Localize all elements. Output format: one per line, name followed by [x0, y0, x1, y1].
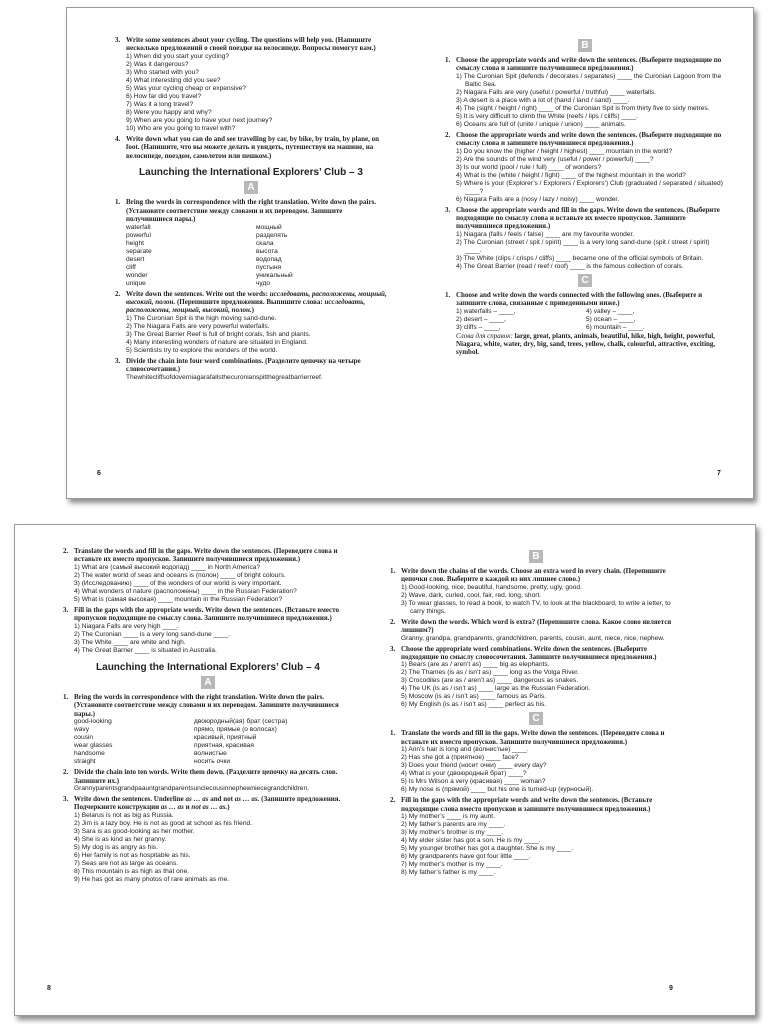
task-block: [115, 135, 387, 160]
instruction-text: и: [183, 803, 192, 812]
russian-translation: высота: [256, 247, 278, 255]
list-item: 1) Niagara Falls are very high ____.: [74, 622, 179, 630]
list-item: 3) Is our world (pool / rule / full) ____ of wonders?: [456, 163, 602, 171]
list-item: 4) The Great Barrier ____ is situated in Australia.: [74, 646, 217, 654]
page-number-8: 8: [47, 985, 51, 992]
task-block: [63, 795, 353, 884]
list-item: 10) Who are you going to travel with?: [126, 124, 236, 132]
list-item: 3) My mother’s brother is my ____.: [401, 829, 503, 837]
english-word: good-looking: [74, 718, 112, 726]
list-item: 2) Jim is a lazy boy. He is not as good at school as his friend.: [74, 819, 252, 827]
list-item: 1) Belarus is not as big as Russia.: [74, 811, 174, 819]
russian-translation: скала: [256, 239, 274, 247]
section-badge: B: [529, 550, 543, 563]
list-item: 3) Sara is as good-looking as her mother.: [74, 827, 195, 835]
list-item: 4) The Great Barrier (read / reef / roof) ____ is the famous collection of corals.: [456, 262, 684, 270]
task-instruction: [115, 36, 387, 53]
instruction-text: ): [251, 306, 254, 315]
instruction-text: Write some sentences about your cycling. The questions will help you. (Напишите несколько предложений о своей поездке на велосипеде. Вопросы помогут вам.): [126, 36, 376, 53]
page-number-6: 6: [97, 470, 101, 477]
list-item: 4) My elder sister has got a son. He is my ____.: [401, 837, 541, 845]
section-badge: B: [578, 39, 592, 52]
instruction-text: Choose the appropriate words and fill in the gaps. Write down the sentences. (Выберите подходящие по смыслу слова и вставьте их вместо пропусков. Запишите получившиеся предложения.): [456, 205, 720, 231]
section-badge: C: [578, 274, 592, 287]
list-item: 2) Was it dangerous?: [126, 60, 189, 68]
list-item: 4) She is as kind as her granny.: [74, 835, 167, 843]
sentence-list: [115, 53, 387, 133]
task-number: 1.: [63, 693, 69, 702]
english-word: wonder: [126, 271, 148, 279]
list-item: 1) What are (самый высокий водопад) ____ in North America?: [74, 563, 261, 571]
list-item: 6) My nose is (прямой) ____ but his one is turned-up (курносый).: [401, 786, 594, 794]
task-instruction: [115, 290, 387, 315]
list-item: 1) When did you start your cycling?: [126, 52, 229, 60]
word-pairs: [115, 224, 387, 288]
task-block: [63, 693, 353, 766]
english-word: waterfall: [126, 223, 151, 231]
list-item: 1) The Curonian Spit (defends / decorates / separates) ____ the Curonian Lagoon from the Baltic Sea.: [456, 72, 722, 88]
sentence-list: [63, 564, 353, 604]
task-number: 1.: [445, 56, 451, 64]
word-chain: Thewhitecliffsofdoverniagarafallsthecuronianspitthegreatbarrierreef.: [126, 373, 323, 381]
task-number: 2.: [445, 130, 451, 139]
list-item: 4) What interesting did you see?: [126, 76, 221, 84]
list-item: 2) My father’s parents are my ____.: [401, 821, 506, 829]
list-item: 4) The (sight / height / right) ____ of the Curonian Spit is from thirty five to sixty metres.: [456, 104, 710, 112]
task-instruction: [63, 795, 353, 812]
list-item: 9) He has got as many photos of rare animals as me.: [74, 875, 230, 883]
task-instruction: [390, 729, 682, 746]
task-number: 1.: [115, 198, 121, 207]
list-item: 6) Oceans are full of (unite / unique / union) ____ animals.: [456, 120, 626, 128]
instruction-italic: not as … as.: [191, 803, 228, 812]
task-block: [445, 131, 725, 204]
task-instruction: [445, 291, 725, 308]
list-item: 3) Does your friend (носит очки) ____ every day?: [401, 762, 547, 770]
instruction-text: Bring the words in correspondence with the right translation. Write down the pairs. (Установите соответствие между словами и их переводом. Запишите получившиеся пары.): [74, 693, 339, 718]
list-item: 3) To wear glasses, to read a book, to watch TV, to look at the blackboard, to write a letter, to carry things.: [401, 599, 671, 615]
book-spread-pages-6-7: [66, 7, 754, 499]
list-item: 4) What is your (двоюродный брат) ____?: [401, 770, 527, 778]
list-item: 3) Who started with you?: [126, 68, 199, 76]
instruction-text: Choose and write down the words connected with the following ones. (Выберите и запишите слова, связанные с приведенными ниже.): [456, 290, 703, 308]
task-number: 3.: [115, 356, 121, 365]
list-item: 4) What is the (white / height / fight) ____ of the highest mountain in the world?: [456, 171, 686, 179]
list-item: 8) This mountain is as high as that one.: [74, 867, 189, 875]
list-item: 4) What wonders of nature (расположены) ____ in the Russian Federation?: [74, 587, 297, 595]
task-instruction: [63, 547, 353, 564]
task-block: [115, 198, 387, 287]
instruction-text: (Перепишите предложения. Выпишите слова:: [175, 298, 325, 307]
task-number: 2.: [63, 768, 69, 777]
instruction-text: (Запишите предложения. Подчеркните конструкции: [74, 795, 341, 812]
instruction-text: and not: [208, 795, 235, 804]
russian-translation: прямо, прямые (о волосах): [194, 726, 277, 734]
page-number-7: 7: [717, 470, 721, 477]
instruction-text: Divide the chain into ten words. Write them down. (Разделите цепочку на десять слов. Запишите их.): [74, 768, 338, 785]
list-item: 5) Moscow (is as / isn’t as) ____ famous as Paris.: [401, 693, 547, 701]
russian-translation: мощный: [256, 223, 282, 231]
task-number: 3.: [63, 795, 69, 804]
instruction-text: Fill in the gaps with the appropriate words and write down the sentences. (Вставьте подходящие слова вместо пропусков и запишите получившиеся предложения.): [401, 796, 653, 813]
page-8-column: [63, 547, 353, 886]
reference-label: Слова для справок:: [456, 331, 513, 340]
instruction-text: Write down what you can do and see travelling by car, by bike, by train, by plane, on foot. (Напишите, что вы можете делать и увидеть, путешествуя на машине, на велосипеде, поездом, самолетом или пешком.): [126, 134, 380, 160]
list-item: 7) Seas are not as large as oceans.: [74, 859, 179, 867]
section-title: Launching the International Explorers’ Club – 3: [139, 167, 363, 179]
english-word: wear glasses: [74, 742, 113, 750]
list-item: 9) When are you going to have your next journey?: [126, 116, 273, 124]
list-item: 3) The White ____ are white and high.: [74, 638, 186, 646]
russian-translation: уникальный: [256, 271, 293, 279]
task-number: 2.: [63, 547, 69, 555]
grid-item: 5) ocean – ____,: [586, 315, 636, 323]
task-instruction: [445, 206, 725, 231]
english-word: powerful: [126, 231, 151, 239]
word-chain: Grannyparentsgrandpaauntgrandparentsunclecousinnephewniecegrandchildren.: [74, 785, 309, 793]
task-number: 2.: [115, 289, 121, 298]
list-item: 8) Were you happy and why?: [126, 108, 212, 116]
sentence-list: [445, 73, 725, 129]
english-word: height: [126, 239, 144, 247]
list-item: 2) The water world of seas and oceans is (полон) ____ of bright colours.: [74, 571, 286, 579]
instruction-text: Divide the chain into four word combinations. (Разделите цепочку на четыре словосочетания.): [126, 356, 361, 374]
task-block: [115, 357, 387, 382]
section-badge: A: [244, 181, 258, 194]
grid-item: 4) valley – ____,: [586, 307, 635, 315]
list-item: 5) It is very difficult to climb the White (reefs / lips / cliffs) ____.: [456, 112, 638, 120]
task-number: 2.: [390, 617, 396, 626]
task-instruction: [390, 796, 682, 813]
task-block: [390, 567, 682, 616]
task-instruction: [63, 606, 353, 623]
instruction-italic: as … as: [160, 803, 184, 812]
instruction-text: Translate the words and fill in the gaps. Write down the sentences. (Переведите слова и вставьте их вместо пропусков. Запишите получившиеся предложения.): [401, 729, 665, 746]
task-block: [63, 768, 353, 793]
russian-translation: разделять: [256, 231, 288, 239]
task-block: [115, 290, 387, 355]
list-item: 3) The Great Barrier Reef is full of bright corals, fish and plants.: [126, 330, 311, 338]
sentence-list: [390, 746, 682, 794]
list-item: 5) My dog is as angry as his.: [74, 843, 158, 851]
list-item: 4) Many interesting wonders of nature are situated in England.: [126, 338, 308, 346]
list-item: 2) The Curonian ____ is a very long sand-dune ____.: [74, 630, 231, 638]
english-word: separate: [126, 247, 152, 255]
task-number: 3.: [63, 605, 69, 614]
russian-translation: носить очки: [194, 758, 231, 766]
russian-translation: двоюродный(ая) брат (сестра): [194, 718, 288, 726]
list-item: 3) Crocodiles (are as / aren’t as) ____ dangerous as snakes.: [401, 677, 579, 685]
task-instruction: [63, 693, 353, 718]
instruction-italic: as … as: [185, 795, 209, 804]
task-block: [63, 606, 353, 655]
sentence-list: [390, 661, 682, 709]
english-word: unique: [126, 279, 146, 287]
sentence-list: [115, 315, 387, 355]
grid-item: 1) waterfalls – ____,: [456, 307, 516, 315]
task-number: 3.: [445, 205, 451, 214]
list-item: 5) My younger brother has got a daughter. She is my ____.: [401, 845, 574, 853]
english-word: cousin: [74, 734, 94, 742]
list-item: 8) My father’s father is my ____.: [401, 869, 496, 877]
list-item: 7) My mother’s mother is my ____.: [401, 861, 503, 869]
instruction-text: ): [227, 803, 230, 812]
task-number: 3.: [115, 36, 121, 44]
instruction-text: Write down the chains of the words. Choose an extra word in every chain. (Перепишите цепочки слов. Выберите в каждой из них лишнее слово.): [401, 567, 666, 584]
task-instruction: [63, 768, 353, 785]
english-word: desert: [126, 255, 145, 263]
task-block: [445, 206, 725, 271]
list-item: 3) The White (clips / crisps / cliffs) ____ became one of the official symbols of Britain.: [456, 254, 704, 262]
task-instruction: [445, 56, 725, 73]
grid-item: 3) cliffs – ____,: [456, 323, 501, 331]
english-word: handsome: [74, 750, 105, 758]
list-item: 7) Was it a long travel?: [126, 100, 194, 108]
instruction-text: Bring the words in correspondence with the right translation. Write down the pairs. (Установите соответствие между словами и их переводом. Запишите получившиеся пары.): [126, 198, 377, 224]
word-list: Granny, grandpa, grandparents, grandchildren, parents, cousin, aunt, niece, nice, nephew.: [401, 634, 665, 642]
task-instruction: [115, 135, 387, 160]
task-instruction: [445, 131, 725, 148]
instruction-italic: исследовать, расположены, мощный, высокий, полон.: [126, 298, 366, 315]
word-grid: [445, 308, 725, 332]
sentence-list: [445, 148, 725, 204]
russian-translation: приятная, красивая: [194, 742, 254, 750]
instruction-text: Choose the appropriate word combinations. Write down the sentences. (Выберите подходящие по смыслу словосочетания. Запишите получившиеся предложения.): [401, 644, 657, 662]
task-block: [63, 547, 353, 604]
list-item: 1) Do you know the (higher / height / highest) ____ mountain in the world?: [456, 147, 673, 155]
task-instruction: [390, 567, 682, 584]
russian-translation: чудо: [256, 279, 271, 287]
task-number: 1.: [390, 567, 396, 575]
russian-translation: красивый, приятный: [194, 734, 257, 742]
sentence-list: [390, 584, 682, 616]
list-item: 1) Bears (are as / aren’t as) ____ big as elephants.: [401, 661, 550, 669]
page-6-column: [115, 36, 387, 384]
sentence-list: [63, 812, 353, 884]
task-block: [390, 618, 682, 643]
task-block: [445, 56, 725, 129]
instruction-text: Choose the appropriate words and write down the sentences. (Выберите подходящие по смыслу слова и запишите получившиеся предложения.): [456, 130, 722, 148]
sentence-list: [63, 623, 353, 655]
list-item: 5) Is Mrs Wilson a very (красивая) ____ woman?: [401, 778, 546, 786]
list-item: 1) Niagara (falls / feels / false) ____ are my favourite wonder.: [456, 230, 635, 238]
list-item: 5) Where is your (Explorer’s / Explorers / Explorers’) Club (graduated / separated / situated) ____?: [456, 179, 723, 195]
list-item: 2) Has she got a (приятное) ____ face?: [401, 754, 519, 762]
section-badge: A: [201, 676, 215, 689]
list-item: 5) Scientists try to explore the wonders of the world.: [126, 346, 278, 354]
task-instruction: [115, 198, 387, 223]
task-number: 4.: [115, 134, 121, 143]
instruction-text: Write down the words. Which word is extra? (Перепишите слова. Какое слово является лишним?): [401, 617, 672, 635]
section-title: Launching the International Explorers’ Club – 4: [96, 661, 320, 673]
list-item: 6) Niagara Falls are a (nosy / lazy / noisy) ____ wonder.: [456, 195, 620, 203]
list-item: 2) Niagara Falls are very (useful / powerful / truthful) ____ waterfalls.: [456, 88, 657, 96]
instruction-text: Fill in the gaps with the appropriate words. Write down the sentences. (Вставьте вместо пропусков подходящие по смыслу слова. Запишите получившиеся предложения.): [74, 605, 339, 623]
book-spread-pages-8-9: [14, 524, 756, 1016]
list-item: 4) The UK (is as / isn’t as) ____ large as the Russian Federation.: [401, 685, 591, 693]
task-block: [445, 291, 725, 357]
russian-translation: водопад: [256, 255, 282, 263]
task-number: 1.: [445, 290, 451, 299]
russian-translation: волнистые: [194, 750, 227, 758]
page-7-column: [445, 36, 725, 359]
page-number-9: 9: [669, 985, 673, 992]
grid-item: 2) desert – ____,: [456, 315, 506, 323]
task-number: 1.: [390, 729, 396, 738]
task-number: 2.: [390, 796, 396, 805]
instruction-text: Choose the appropriate words and write down the sentences. (Выберите подходящие по смыслу слова и запишите получившиеся предложения.): [456, 56, 722, 73]
list-item: 3) A desert is a place with a lot of (hand / land / sand) ____.: [456, 96, 630, 104]
sentence-list: [390, 813, 682, 877]
page-9-column: [390, 547, 682, 879]
list-item: 1) My mother’s ____ is my aunt.: [401, 813, 495, 821]
list-item: 3) (Исследованию) ____ of the wonders of our world is very important.: [74, 579, 282, 587]
reference-words: [445, 332, 725, 357]
list-item: 2) Wave, dark, curled, cool, fair, red, long, short.: [401, 591, 542, 599]
task-instruction: [390, 645, 682, 662]
sentence-list: [445, 231, 725, 271]
list-item: 6) How far did you travel?: [126, 92, 202, 100]
list-item: 1) The Curonian Spit is the high moving sand-dune.: [126, 314, 277, 322]
task-block: [390, 729, 682, 794]
instruction-italic: as … as.: [234, 795, 260, 804]
section-badge: C: [529, 712, 543, 725]
list-item: 6) Her family is not as hospitable as his.: [74, 851, 191, 859]
instruction-text: Write down the sentences. Write out the words:: [126, 289, 270, 298]
list-item: 2) Are the sounds of the wind very (useful / power / powerful) ____?: [456, 155, 654, 163]
english-word: straight: [74, 758, 96, 766]
task-block: [390, 645, 682, 710]
task-block: [390, 796, 682, 877]
grid-item: 6) mountain – ____.: [586, 323, 645, 331]
list-item: 2) The Niagara Falls are very powerful waterfalls.: [126, 322, 270, 330]
list-item: 5) What is (самая высокая) ____ mountain in the Russian Federation?: [74, 595, 283, 603]
instruction-text: Translate the words and fill in the gaps. Write down the sentences. (Переведите слова и вставьте их вместо пропусков. Запишите получившиеся предложения.): [74, 547, 338, 564]
list-item: 2) The Curonian (street / spit / spirit) ____ is a very long sand-dune (spit / street / spirit) ____.: [456, 238, 710, 254]
list-item: 6) My English (is as / isn’t as) ____ perfect as his.: [401, 701, 547, 709]
english-word: cliff: [126, 263, 136, 271]
list-item: 1) Ann’s hair is long and (волнистые) ____.: [401, 746, 529, 754]
task-instruction: [115, 357, 387, 374]
task-instruction: [390, 618, 682, 635]
list-item: 1) Good-looking, nice, beautiful, handsome, pretty, ugly, good.: [401, 583, 582, 591]
instruction-italic: исследовать, расположены, мощный, высокий, полон.: [126, 289, 387, 307]
list-item: 5) Was your cycling cheap or expensive?: [126, 84, 246, 92]
english-word: wavy: [74, 726, 90, 734]
task-block: [115, 36, 387, 133]
task-number: 3.: [390, 644, 396, 653]
word-pairs: [63, 718, 353, 766]
list-item: 2) The Thames (is as / isn’t as) ____ long as the Volga River.: [401, 669, 579, 677]
list-item: 6) My grandparents have got four little ____.: [401, 853, 531, 861]
reference-list: large, great, plants, animals, beautiful, hike, high, height, powerful, Niagara, white, water, dry, big, sand, trees, yellow, chalk, colourful, attractive, exciting, symbol.: [456, 331, 716, 357]
russian-translation: пустыня: [256, 263, 282, 271]
instruction-text: Write down the sentences. Underline: [74, 795, 186, 804]
